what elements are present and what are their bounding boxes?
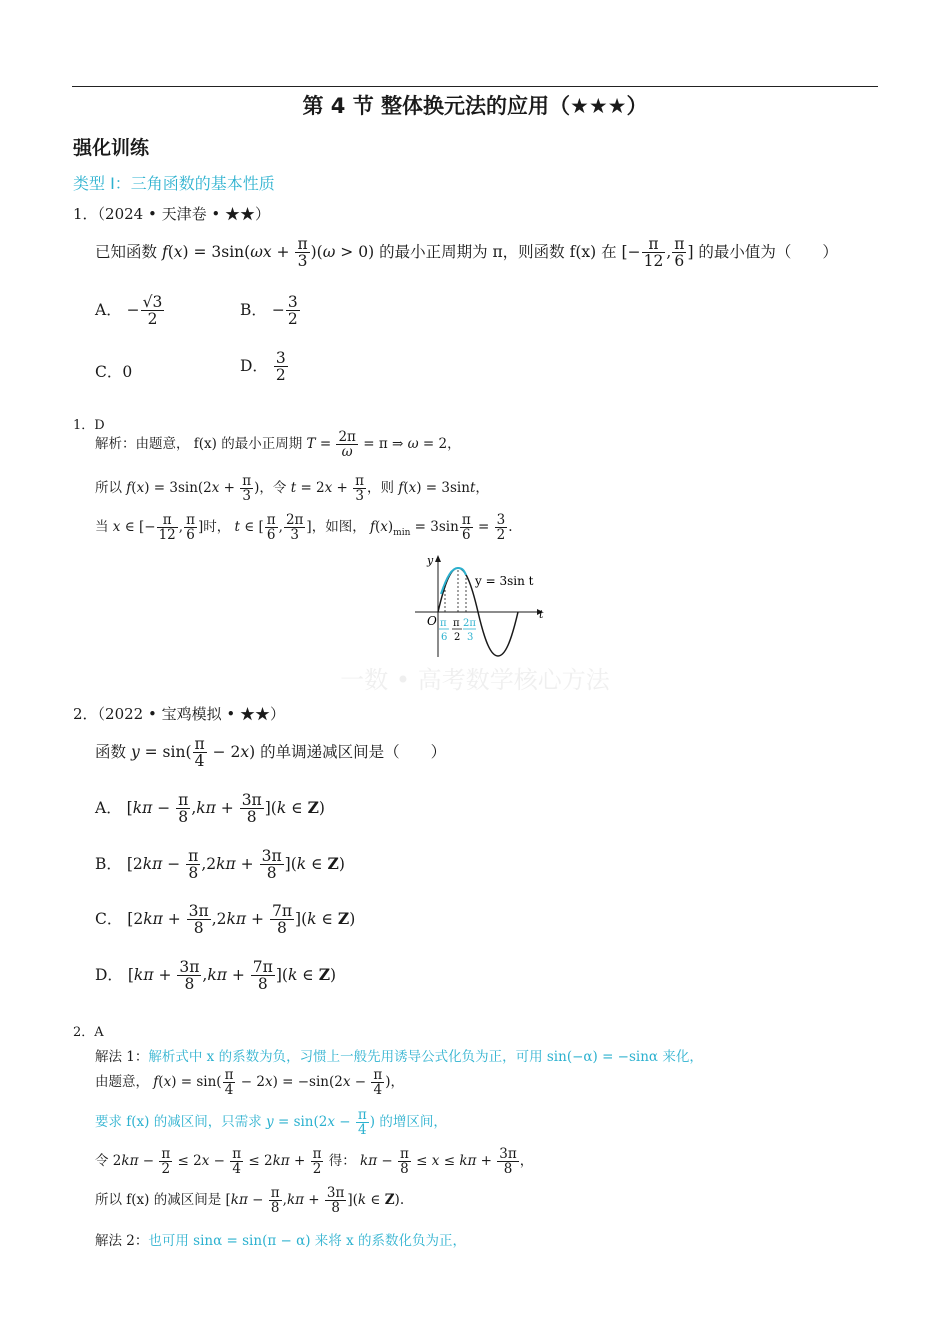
a2-l5-prefix: 所以 f(x) 的减区间是 [95, 1192, 222, 1209]
a2-l2-prefix: 由题意， [95, 1074, 149, 1091]
a2-l4-mid: 得： [328, 1153, 356, 1170]
q1-stem-a: 已知函数 [95, 242, 162, 261]
answer-2-line-2: 由题意， f(x) = sin( $\frac{\pi}{4}$ − 2x) = −sin(2x − $\frac{\pi}{4}$ )， [95, 1067, 405, 1099]
q2-option-b-label: B． [95, 854, 122, 873]
a2-l3-text: 要求 f(x) 的减区间，只需求 [95, 1114, 262, 1131]
q1-stem-c: 的最小值为（ ） [698, 242, 838, 261]
tick-2pi3-den: 3 [467, 632, 474, 643]
q1-option-a-label: A． [95, 300, 122, 319]
answer-2-line-5: 所以 f(x) 的减区间是 [kπ − $\frac{\pi}{8}$ ,kπ + $\frac{3\pi}{8}$ ](k ∈ Z). [95, 1185, 405, 1217]
answer-2-line-4: 令 2kπ − $\frac{\pi}{2}$ ≤ 2x − $\frac{\pi}{4}$ ≤ 2kπ + $\frac{\pi}{2}$ 得： kπ − $\frac{\pi}{8}$ ≤ x ≤ kπ + $\frac{3\pi}{8}$ ， [95, 1146, 534, 1178]
watermark: 一数 • 高考数学核心方法 [340, 666, 610, 694]
curve-label: y = 3sin t [475, 574, 534, 588]
answer-1-line-2: 所以 f(x) = 3sin(2x + $\frac{\pi}{3}$ )，令 t = 2x + $\frac{\pi}{3}$ ，则 f(x) = 3sint， [95, 473, 489, 505]
page-title: 第 4 节 整体换元法的应用（★★★） [302, 94, 648, 118]
tick-pi2-den: 2 [454, 632, 461, 643]
origin-label: O [427, 614, 437, 628]
q2-stem-text: 的单调递减区间是（ ） [260, 742, 447, 761]
q2-option-a-label: A． [95, 798, 122, 817]
question-2-header: 2．（2022 • 宝鸡模拟 • ★★） [73, 705, 285, 723]
t-axis-label: t [539, 608, 544, 621]
q1-option-b[interactable]: B． − $\frac{3}{2}$ [240, 293, 298, 329]
q2-option-c[interactable]: C． [2kπ + $\frac{3\pi}{8}$ ,2kπ + $\frac{7\pi}{8}$ ](k ∈ Z) [95, 902, 356, 938]
tick-pi6-num: π [440, 618, 447, 629]
a1-l1-text: 解析：由题意， f(x) 的最小正周期 [95, 436, 303, 453]
tick-pi6-den: 6 [441, 632, 448, 643]
answer-1-line-1: 解析：由题意， f(x) 的最小正周期 T = $\frac{2\pi}{\omega}$ = π ⇒ ω = 2， [95, 429, 461, 461]
q2-option-d-label: D． [95, 965, 123, 984]
q2-option-c-label: C． [95, 909, 123, 928]
q2-option-b[interactable]: B． [2kπ − $\frac{\pi}{8}$ ,2kπ + $\frac{3\pi}{8}$ ](k ∈ Z) [95, 847, 345, 883]
type-heading: 类型 I：三角函数的基本性质 [73, 174, 275, 193]
q1-stem-b: 的最小正周期为 π，则函数 f(x) 在 [379, 242, 617, 261]
answer-1-line-3: 当 x ∈ [− $\frac{\pi}{12}$ , $\frac{\pi}{6}$ ]时， t ∈ [ $\frac{\pi}{6}$ , $\frac{2\pi}{3}$ ]，如图， $f(x)_{min} = 3\sin$ $\frac{\pi}{6}$ = $\frac{3}{2}$ . [95, 512, 513, 544]
question-2-stem: 函数 y = sin( $\frac{\pi}{4}$ − 2x) 的单调递减区间是（ ） [95, 735, 447, 771]
sine-graph [405, 552, 545, 662]
q1-option-b-label: B． [240, 300, 267, 319]
answer-2-method-2 [95, 1229, 466, 1249]
a2-m1-label: 解法 1： [95, 1049, 149, 1065]
tick-2pi3-num: 2π [463, 618, 476, 629]
section-heading: 强化训练 [73, 137, 150, 159]
a1-l3-text: 当 [95, 519, 109, 536]
a1-l2-text: 所以 [95, 480, 122, 497]
question-1-stem: 已知函数 f(x) = 3sin(ωx + $\frac{\pi}{3}$ )(ω > 0) 的最小正周期为 π，则函数 f(x) 在 [− $\frac{\pi}{12}$ , $\frac{\pi}{6}$ ] 的最小值为（ ） [95, 235, 838, 271]
tick-pi2-num: π [453, 618, 460, 629]
a2-m2-label: 解法 2： [95, 1233, 149, 1249]
q2-option-a[interactable]: A． [kπ − $\frac{\pi}{8}$ ,kπ + $\frac{3\pi}{8}$ ](k ∈ Z) [95, 791, 325, 827]
q1-function: f [161, 242, 168, 261]
q1-option-a[interactable]: A． − $\frac{√3}{2}$ [95, 293, 163, 329]
a2-l4-prefix: 令 [95, 1153, 109, 1170]
a2-l3-tail: 的增区间， [379, 1114, 447, 1131]
question-1-header: 1．（2024 • 天津卷 • ★★） [73, 205, 270, 223]
answer-2-method-1 [95, 1045, 703, 1065]
y-axis-arrow [435, 555, 441, 562]
q1-option-d-label: D． [240, 356, 268, 375]
a2-m2-text: 也可用 sinα = sin(π − α) 来将 x 的系数化负为正， [148, 1233, 466, 1249]
q1-option-c-label: C．0 [95, 363, 133, 381]
answer-2: 2．A [73, 1025, 104, 1040]
q2-option-d[interactable]: D． [kπ + $\frac{3\pi}{8}$ ,kπ + $\frac{7\pi}{8}$ ](k ∈ Z) [95, 958, 337, 994]
q1-option-d[interactable]: D． $\frac{3}{2}$ [240, 349, 286, 385]
q1-option-c[interactable] [95, 360, 132, 382]
y-axis-label: y [427, 554, 434, 567]
answer-2-line-3: 要求 f(x) 的减区间，只需求 y = sin(2x − $\frac{\pi}{4}$ ) 的增区间， [95, 1107, 447, 1139]
a2-m1-text: 解析式中 x 的系数为负，习惯上一般先用诱导公式化负为正，可用 sin(−α) = −sinα 来化， [148, 1049, 703, 1065]
answer-1: 1．D [73, 418, 105, 433]
header-rule [72, 86, 878, 87]
